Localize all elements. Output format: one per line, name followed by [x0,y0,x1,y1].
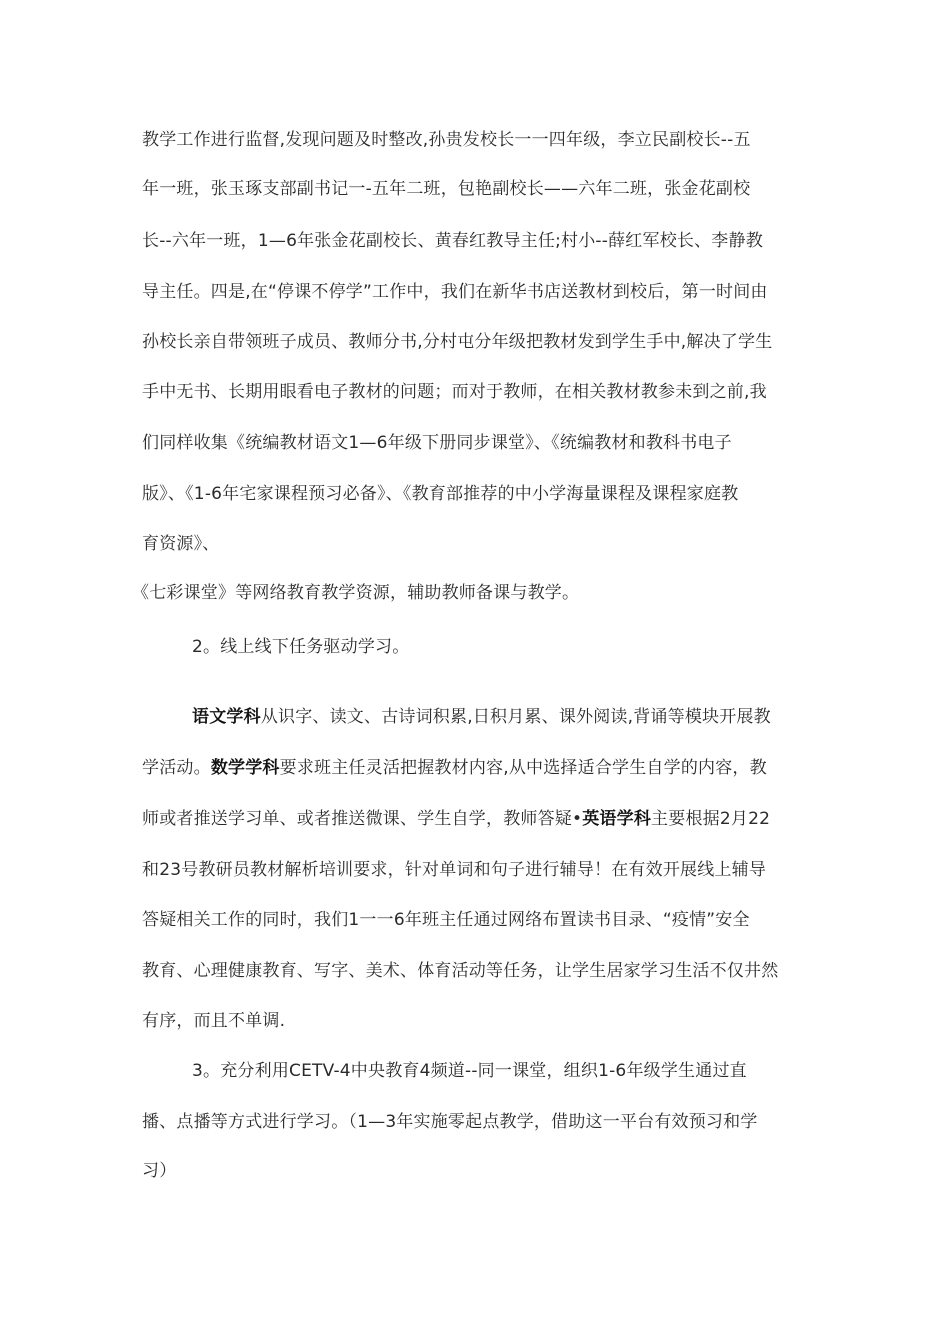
line-text: 学活动。 [142,758,211,778]
paragraph-line: 习） [142,1161,177,1181]
section-heading: 2。线上线下任务驱动学习。 [192,637,410,657]
paragraph-line: 们同样收集《统编教材语文1—6年级下册同步课堂》、《统编教材和教科书电子 [142,433,732,453]
subject-math-label: 数学学科 [210,758,280,778]
paragraph-line: 教育、心理健康教育、写字、美术、体育活动等任务，让学生居家学习生活不仅井然 [142,961,779,981]
paragraph-line: 孙校长亲自带领班子成员、教师分书,分村屯分年级把教材发到学生手中,解决了学生 [142,332,773,352]
paragraph-line [142,808,770,830]
paragraph-line: 版》、《1-6年宅家课程预习必备》、《教育部推荐的中小学海量课程及课程家庭教 [142,484,739,504]
line-text: 师或者推送学习单、或者推送微课、学生自学，教师答疑• [142,809,583,829]
paragraph-line: 有序，而且不单调. [142,1011,286,1031]
paragraph-line [142,757,767,779]
line-text: 主要根据2月22 [651,809,771,829]
paragraph-line: 育资源》、 [142,534,220,554]
paragraph-line: 长--六年一班，1—6年张金花副校长、黄春红教导主任;村小--薛红军校长、李静教 [142,231,763,251]
subject-chinese-label: 语文学科 [192,707,261,727]
line-text: 从识字、读文、古诗词积累,日积月累、课外阅读,背诵等模块开展教 [260,707,771,727]
line-text: 要求班主任灵活把握教材内容,从中选择适合学生自学的内容，教 [279,758,767,778]
paragraph-line [192,706,771,728]
paragraph-line: 和23号教研员教材解析培训要求，针对单词和句子进行辅导！在有效开展线上辅导 [142,860,767,880]
paragraph-line: 手中无书、长期用眼看电子教材的问题；而对于教师，在相关教材教参未到之前,我 [142,382,767,402]
paragraph-line: 年一班，张玉琢支部副书记一-五年二班，包艳副校长——六年二班，张金花副校 [142,179,751,199]
paragraph-line: 答疑相关工作的同时，我们1一一6年班主任通过网络布置读书目录、“疫情”安全 [142,910,750,930]
paragraph-line: 《七彩课堂》等网络教育教学资源，辅助教师备课与教学。 [132,583,580,603]
paragraph-line: 教学工作进行监督,发现问题及时整改,孙贵发校长一一四年级，李立民副校长--五 [142,130,751,150]
subject-english-label: 英语学科 [582,809,652,829]
paragraph-line: 导主任。四是,在“停课不停学”工作中，我们在新华书店送教材到校后，第一时间由 [142,282,768,302]
paragraph-line: 3。充分利用CETV-4中央教育4频道--同一课堂，组织1-6年级学生通过直 [192,1061,747,1081]
paragraph-line: 播、点播等方式进行学习。（1—3年实施零起点教学，借助这一平台有效预习和学 [142,1112,758,1132]
